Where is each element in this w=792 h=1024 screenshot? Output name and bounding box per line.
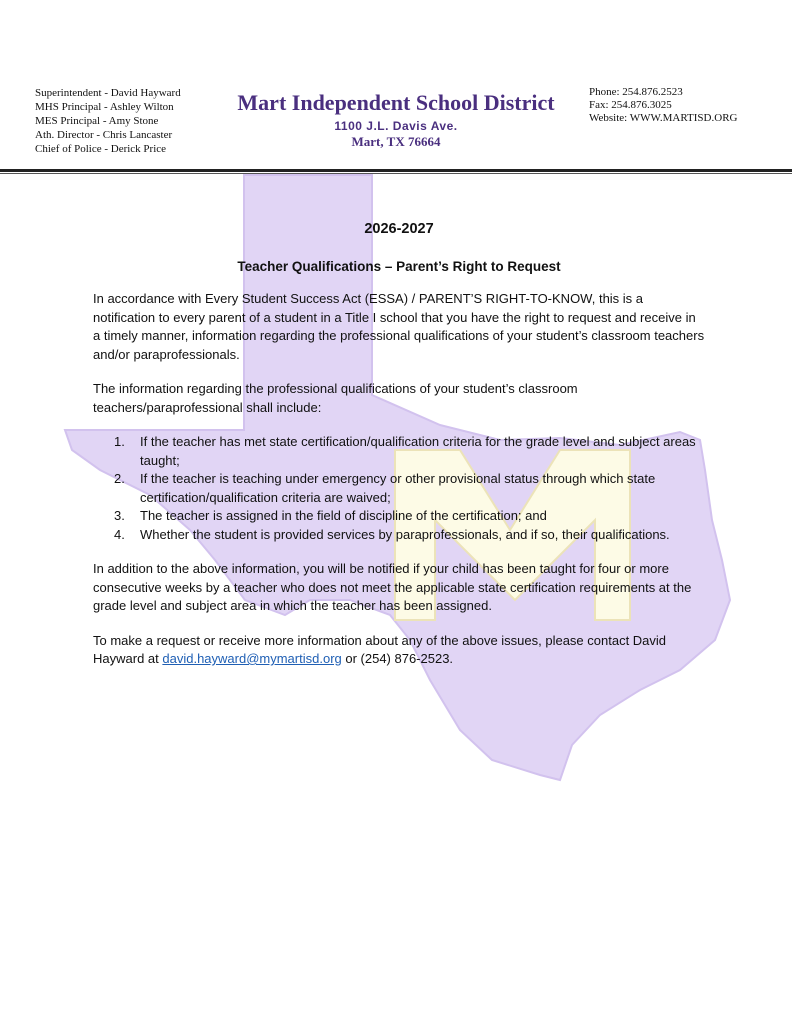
district-city: Mart, TX 76664 — [351, 134, 441, 149]
district-street: 1100 J.L. Davis Ave. — [334, 119, 458, 133]
staff-line: Superintendent - David Hayward — [35, 87, 181, 99]
staff-line: MES Principal - Amy Stone — [35, 115, 159, 127]
fax-number: Fax: 254.876.3025 — [589, 99, 672, 111]
staff-list — [35, 86, 181, 156]
staff-line: Ath. Director - Chris Lancaster — [35, 129, 173, 141]
list-item-text: If the teacher is teaching under emergency or other provisional status through which state certification/qualification criteria are waived; — [140, 471, 656, 505]
letterhead — [0, 0, 792, 175]
info-lead-paragraph: The information regarding the professional qualifications of your student’s classroom teachers/paraprofessional shall include: — [93, 381, 578, 415]
school-year: 2026-2027 — [364, 221, 434, 237]
list-item-text: The teacher is assigned in the field of discipline of the certification; and — [140, 508, 547, 523]
list-number: 2. — [114, 471, 125, 486]
header-divider-thin — [0, 173, 792, 174]
district-name: Mart Independent School District — [237, 90, 555, 115]
list-item — [93, 526, 705, 545]
list-item — [93, 433, 705, 470]
list-item — [93, 470, 705, 507]
list-number: 1. — [114, 434, 125, 449]
website: Website: WWW.MARTISD.ORG — [589, 112, 738, 124]
contact-text-before: To make a request or receive more information about any of the above issues, please contact David Hayward at — [93, 632, 667, 666]
header-divider — [0, 169, 792, 172]
list-number: 4. — [114, 526, 125, 542]
list-item-text: If the teacher has met state certification/qualification criteria for the grade level and subject areas taught; — [140, 434, 696, 468]
list-item-text: Whether the student is provided services by paraprofessionals, and if so, their qualifications. — [140, 526, 670, 542]
document-title: Teacher Qualifications – Parent’s Right to Request — [237, 259, 561, 274]
staff-line: MHS Principal - Ashley Wilton — [35, 101, 174, 113]
document-body — [93, 220, 705, 685]
district-block — [180, 90, 612, 150]
qualifications-list — [93, 433, 705, 544]
contact-email-link[interactable]: david.hayward@mymartisd.org — [162, 651, 342, 666]
contact-info — [589, 86, 737, 125]
contact-text-after: or (254) 876-2523. — [341, 651, 454, 666]
list-number: 3. — [114, 508, 125, 523]
list-item — [93, 507, 705, 526]
phone-number: Phone: 254.876.2523 — [589, 86, 683, 98]
staff-line: Chief of Police - Derick Price — [35, 143, 167, 155]
notice-paragraph: In addition to the above information, you will be notified if your child has been taught for four or more consecutive weeks by a teacher who does not meet the applicable state certification requirements at the grade level and subject area in which the teacher has been assigned. — [93, 561, 692, 613]
contact-paragraph — [93, 632, 705, 669]
intro-paragraph: In accordance with Every Student Success Act (ESSA) / PARENT’S RIGHT-TO-KNOW, this is a notification to every parent of a student in a Title I school that you have the right to request and receive in a timely manner, information regarding the professional qualifications of your student’s classroom teachers and/or paraprofessionals. — [93, 291, 705, 362]
